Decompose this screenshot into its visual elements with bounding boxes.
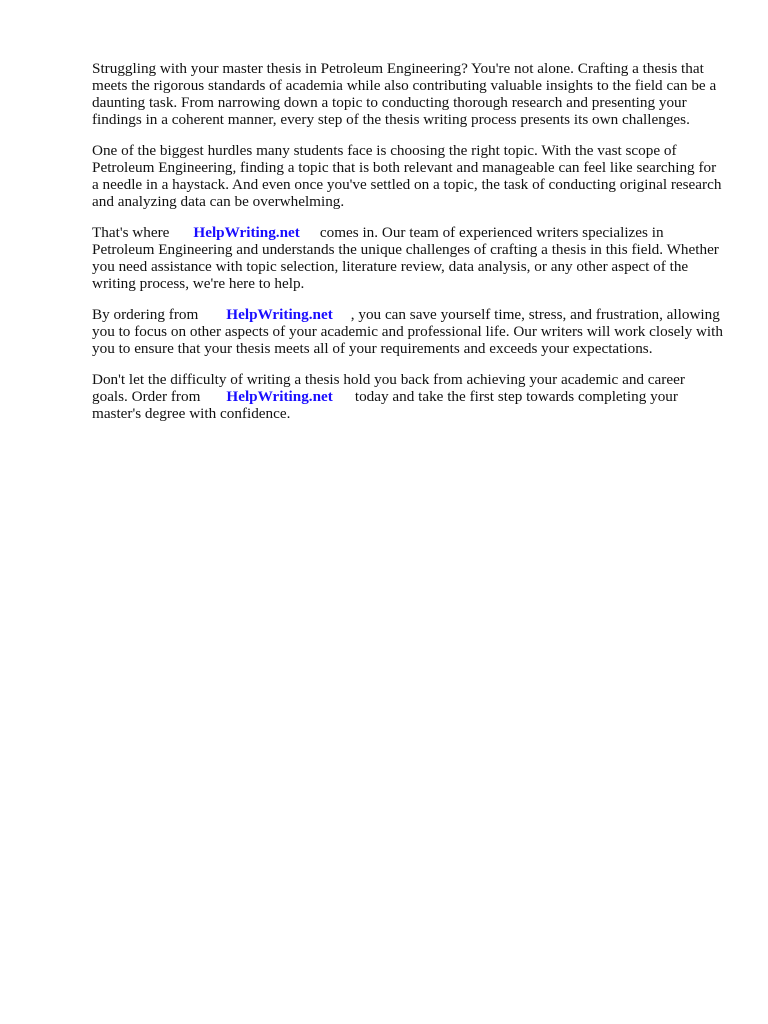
paragraph-topic-hurdles: One of the biggest hurdles many students face is choosing the right topic. With the vast scope of Petroleum Engineering, finding a topic that is both relevant and manageable can feel like searching for a needle in a haystack. And even once you've settled on a topic, the task of conducting original research and analyzing data can be overwhelming.	[92, 142, 722, 210]
paragraph-text: Don't let the difficulty of writing a thesis hold you back from achieving your academic and career goals. Order from	[92, 371, 685, 405]
helpwriting-link[interactable]: HelpWriting.net	[193, 224, 300, 241]
paragraph-intro: Struggling with your master thesis in Petroleum Engineering? You're not alone. Crafting a thesis that meets the rigorous standards of academia while also contributing valuable insights to the field can be a daunting task. From narrowing down a topic to conducting thorough research and presenting your findings in a coherent manner, every step of the thesis writing process presents its own challenges.	[92, 60, 717, 128]
paragraph-text: By ordering from	[92, 306, 199, 323]
paragraph-thats-where	[92, 224, 724, 292]
paragraph-text: , you can save yourself time, stress, and frustration, allowing you to focus on other aspects of your academic and professional life. Our writers will work closely with you to ensure that your thesis meets all of your requirements and exceeds your expectations.	[92, 306, 723, 357]
helpwriting-link[interactable]: HelpWriting.net	[226, 388, 333, 405]
paragraph-text: That's where	[92, 224, 170, 241]
paragraph-text: today and take the first step towards completing your master's degree with confidence.	[92, 388, 678, 422]
paragraph-closing	[92, 371, 724, 422]
helpwriting-link[interactable]: HelpWriting.net	[226, 306, 333, 323]
paragraph-by-ordering	[92, 306, 724, 357]
document-page	[92, 60, 724, 436]
paragraph-text: comes in. Our team of experienced writers specializes in Petroleum Engineering and understands the unique challenges of crafting a thesis in this field. Whether you need assistance with topic selection, literature review, data analysis, or any other aspect of the writing process, we're here to help.	[92, 224, 719, 292]
